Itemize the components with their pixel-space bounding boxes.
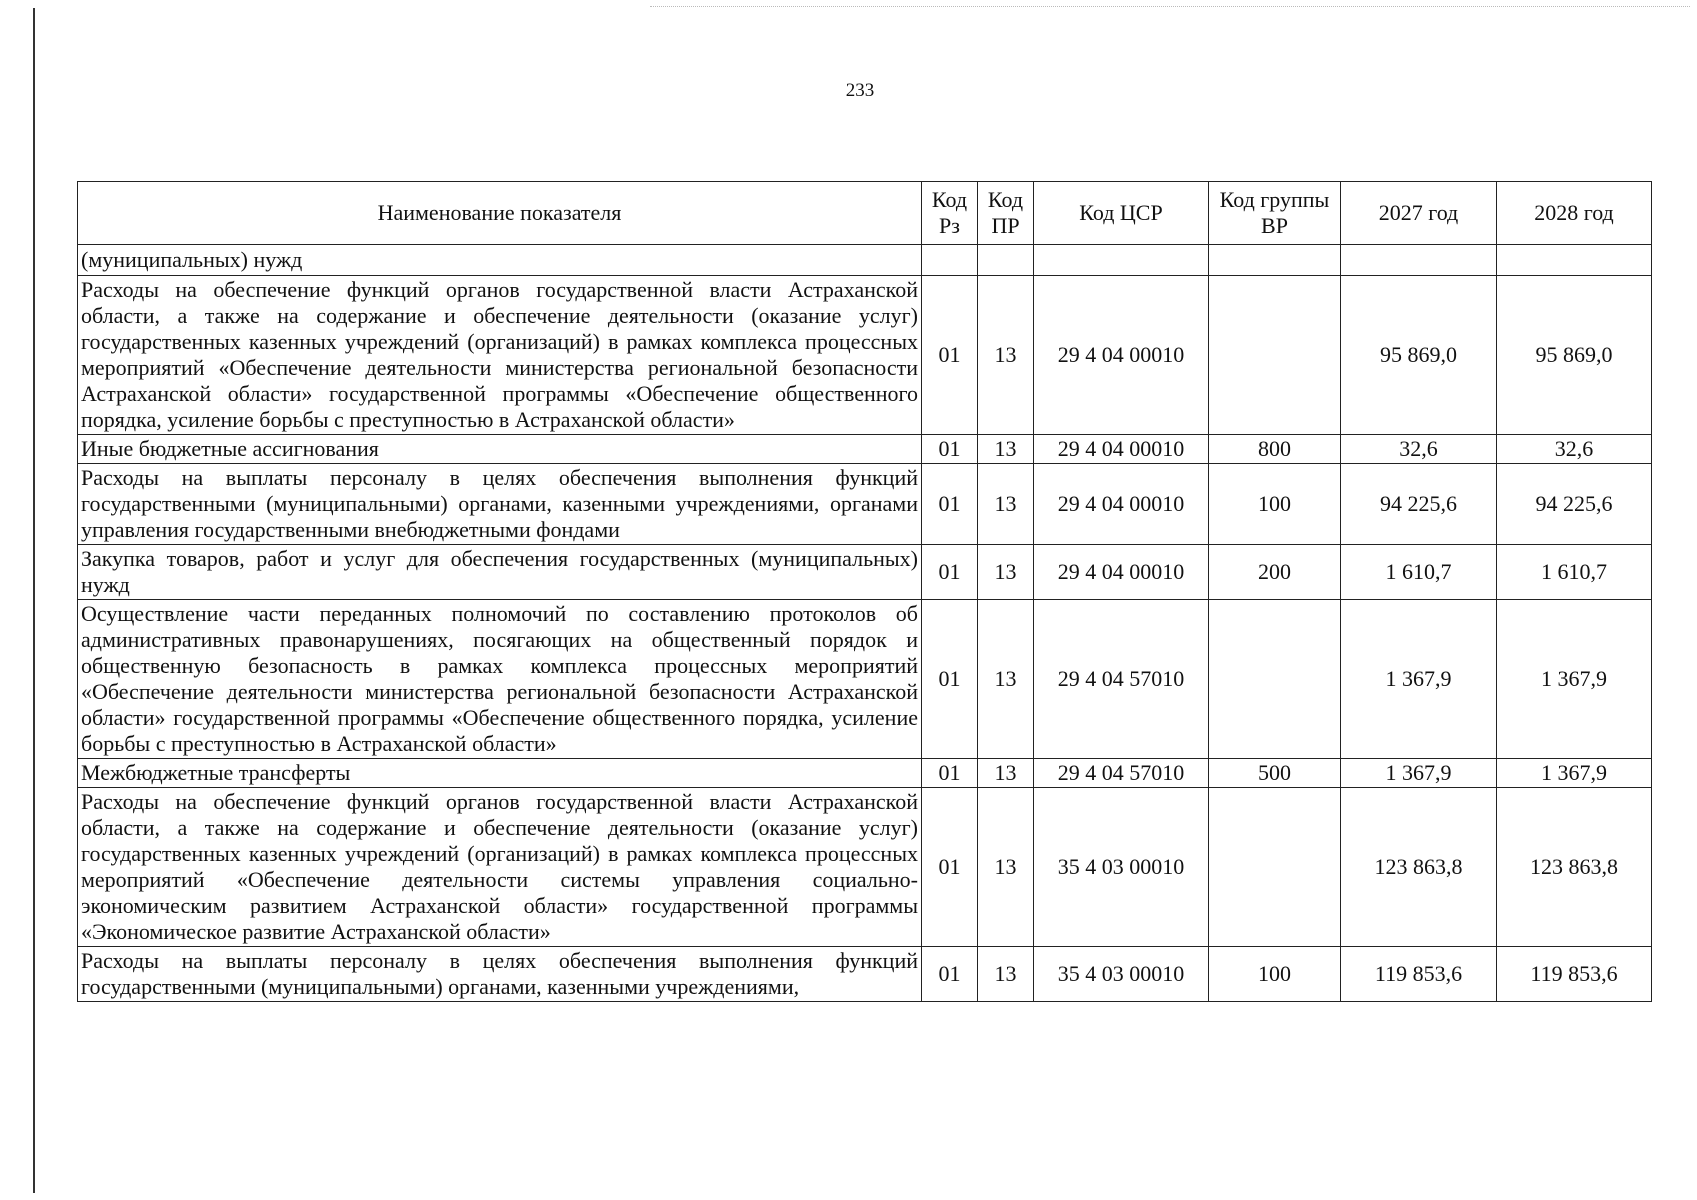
cell-2028: 123 863,8 (1497, 788, 1652, 947)
cell-vr (1209, 788, 1341, 947)
cell-csr: 29 4 04 00010 (1034, 276, 1209, 435)
cell-2028: 32,6 (1497, 435, 1652, 464)
cell-vr (1209, 600, 1341, 759)
cell-pr: 13 (978, 435, 1034, 464)
cell-vr: 800 (1209, 435, 1341, 464)
cell-pr: 13 (978, 276, 1034, 435)
table-row (78, 600, 1652, 759)
table-row (78, 759, 1652, 788)
cell-csr: 29 4 04 00010 (1034, 464, 1209, 545)
cell-rz: 01 (922, 464, 978, 545)
cell-vr: 100 (1209, 947, 1341, 1002)
cell-pr: 13 (978, 759, 1034, 788)
cell-rz: 01 (922, 545, 978, 600)
cell-2027 (1341, 245, 1497, 276)
cell-pr: 13 (978, 464, 1034, 545)
header-csr: Код ЦСР (1034, 182, 1209, 245)
table-row (78, 947, 1652, 1002)
header-rz: Код Рз (922, 182, 978, 245)
cell-2027: 1 610,7 (1341, 545, 1497, 600)
cell-csr: 35 4 03 00010 (1034, 947, 1209, 1002)
cell-name: (муниципальных) нужд (78, 245, 922, 276)
cell-rz: 01 (922, 600, 978, 759)
cell-vr (1209, 245, 1341, 276)
cell-2028: 95 869,0 (1497, 276, 1652, 435)
cell-name: Расходы на выплаты персоналу в целях обеспечения выполнения функций государственными (муниципальными) органами, казенными учреждениями, органами управления государственными внебюджетными фондами (78, 464, 922, 545)
cell-2027: 119 853,6 (1341, 947, 1497, 1002)
cell-pr: 13 (978, 545, 1034, 600)
cell-name: Иные бюджетные ассигнования (78, 435, 922, 464)
cell-2028: 94 225,6 (1497, 464, 1652, 545)
scan-edge (650, 6, 1690, 7)
cell-name: Расходы на обеспечение функций органов государственной власти Астраханской области, а также на содержание и обеспечение деятельности (оказание услуг) государственных казенных учреждений (организаций) в рамках комплекса процессных мероприятий «Обеспечение деятельности системы управления социально-экономическим развитием Астраханской области» государственной программы «Экономическое развитие Астраханской области» (78, 788, 922, 947)
cell-name: Закупка товаров, работ и услуг для обеспечения государственных (муниципальных) нужд (78, 545, 922, 600)
cell-name: Расходы на выплаты персоналу в целях обеспечения выполнения функций государственными (муниципальными) органами, казенными учреждениями, (78, 947, 922, 1002)
header-name: Наименование показателя (78, 182, 922, 245)
cell-rz: 01 (922, 276, 978, 435)
header-2027: 2027 год (1341, 182, 1497, 245)
cell-2028: 119 853,6 (1497, 947, 1652, 1002)
cell-name: Осуществление части переданных полномочий по составлению протоколов об административных правонарушениях, посягающих на общественный порядок и общественную безопасность в рамках комплекса процессных мероприятий «Обеспечение деятельности министерства региональной безопасности Астраханской области» государственной программы «Обеспечение общественного порядка, усиление борьбы с преступностью в Астраханской области» (78, 600, 922, 759)
table-row (78, 464, 1652, 545)
cell-2028: 1 610,7 (1497, 545, 1652, 600)
cell-2028: 1 367,9 (1497, 600, 1652, 759)
cell-vr (1209, 276, 1341, 435)
table-row (78, 545, 1652, 600)
table-row (78, 435, 1652, 464)
cell-pr (978, 245, 1034, 276)
cell-pr: 13 (978, 600, 1034, 759)
cell-csr: 29 4 04 57010 (1034, 759, 1209, 788)
cell-2027: 95 869,0 (1341, 276, 1497, 435)
cell-2027: 32,6 (1341, 435, 1497, 464)
table-row (78, 276, 1652, 435)
header-vr: Код группы ВР (1209, 182, 1341, 245)
cell-csr: 29 4 04 00010 (1034, 435, 1209, 464)
cell-vr: 500 (1209, 759, 1341, 788)
cell-2028 (1497, 245, 1652, 276)
cell-2027: 94 225,6 (1341, 464, 1497, 545)
cell-2027: 1 367,9 (1341, 600, 1497, 759)
budget-table (77, 181, 1652, 1002)
table-row (78, 788, 1652, 947)
cell-csr: 29 4 04 57010 (1034, 600, 1209, 759)
cell-vr: 200 (1209, 545, 1341, 600)
header-2028: 2028 год (1497, 182, 1652, 245)
header-row (78, 182, 1652, 245)
cell-2027: 123 863,8 (1341, 788, 1497, 947)
binding-line (33, 8, 35, 1193)
cell-pr: 13 (978, 947, 1034, 1002)
cell-csr: 29 4 04 00010 (1034, 545, 1209, 600)
cell-rz: 01 (922, 947, 978, 1002)
cell-rz: 01 (922, 435, 978, 464)
cell-name: Расходы на обеспечение функций органов государственной власти Астраханской области, а также на содержание и обеспечение деятельности (оказание услуг) государственных казенных учреждений (организаций) в рамках комплекса процессных мероприятий «Обеспечение деятельности министерства региональной безопасности Астраханской области» государственной программы «Обеспечение общественного порядка, усиление борьбы с преступностью в Астраханской области» (78, 276, 922, 435)
cell-name: Межбюджетные трансферты (78, 759, 922, 788)
cell-rz: 01 (922, 759, 978, 788)
cell-2027: 1 367,9 (1341, 759, 1497, 788)
cell-pr: 13 (978, 788, 1034, 947)
cell-csr (1034, 245, 1209, 276)
cell-2028: 1 367,9 (1497, 759, 1652, 788)
cell-rz (922, 245, 978, 276)
cell-rz: 01 (922, 788, 978, 947)
cell-csr: 35 4 03 00010 (1034, 788, 1209, 947)
cell-vr: 100 (1209, 464, 1341, 545)
header-pr: Код ПР (978, 182, 1034, 245)
page-number: 233 (845, 80, 875, 101)
table-row (78, 245, 1652, 276)
